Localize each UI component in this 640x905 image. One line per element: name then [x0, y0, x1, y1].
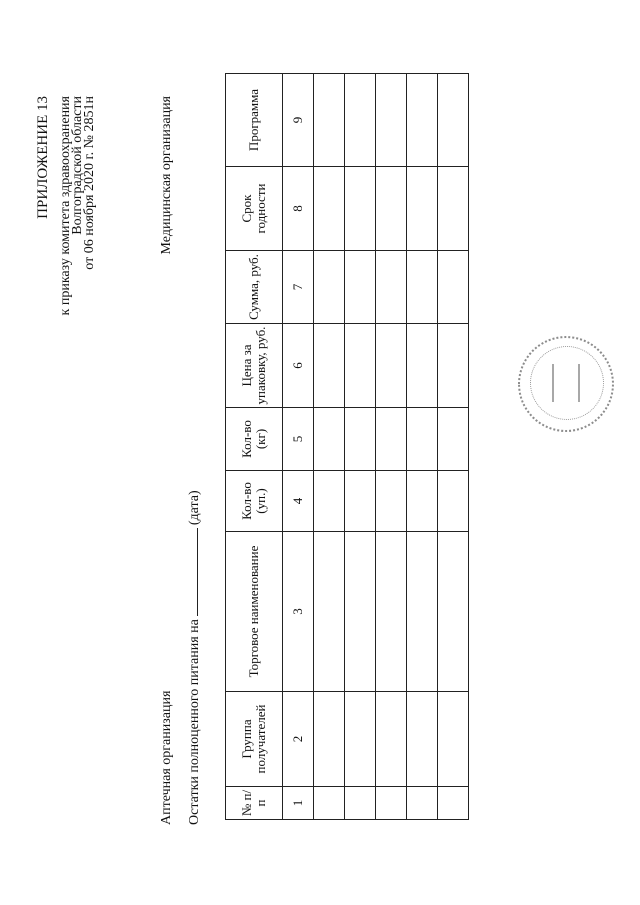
- table-cell: [345, 471, 376, 532]
- table-cell: [407, 532, 438, 692]
- table-row: [438, 74, 469, 820]
- column-header: Сумма, руб.: [226, 251, 283, 324]
- order-reference-line-1: к приказу комитета здравоохранения: [58, 96, 73, 316]
- table-cell: [345, 408, 376, 471]
- table-cell: [407, 692, 438, 787]
- table-cell: [407, 74, 438, 167]
- table-cell: [376, 251, 407, 324]
- table-cell: [314, 74, 345, 167]
- order-reference-line-2: Волгоградской области: [70, 96, 85, 235]
- column-number: 1: [283, 787, 314, 820]
- table-row: [345, 74, 376, 820]
- table-cell: [407, 471, 438, 532]
- pharmacy-organization-label: Аптечная организация: [159, 690, 174, 825]
- table-cell: [345, 692, 376, 787]
- nutrition-remains-table: [225, 73, 469, 820]
- column-header: Срок годности: [226, 167, 283, 251]
- table-cell: [314, 324, 345, 408]
- column-header: Программа: [226, 74, 283, 167]
- table-cell: [314, 167, 345, 251]
- table-cell: [407, 324, 438, 408]
- table-cell: [407, 408, 438, 471]
- column-header: № п/п: [226, 787, 283, 820]
- column-header: Торговое наименование: [226, 532, 283, 692]
- table-cell: [345, 324, 376, 408]
- table-cell: [345, 74, 376, 167]
- table-cell: [438, 324, 469, 408]
- table-cell: [376, 74, 407, 167]
- table-row: [407, 74, 438, 820]
- column-number: 6: [283, 324, 314, 408]
- table-cell: [407, 787, 438, 820]
- table-cell: [376, 787, 407, 820]
- order-reference-line-3: от 06 ноября 2020 г. № 2851н: [82, 96, 97, 270]
- table-cell: [345, 167, 376, 251]
- remains-prefix: Остатки полноценного питания на: [187, 619, 202, 825]
- remains-suffix: (дата): [187, 490, 202, 526]
- column-number: 7: [283, 251, 314, 324]
- official-stamp: [518, 336, 614, 432]
- column-number: 9: [283, 74, 314, 167]
- column-number: 3: [283, 532, 314, 692]
- table-cell: [314, 787, 345, 820]
- table-cell: [376, 692, 407, 787]
- stamp-center-text: [552, 364, 580, 402]
- table-cell: [438, 787, 469, 820]
- column-number-row: [283, 74, 314, 820]
- column-header: Цена за упаковку, руб.: [226, 324, 283, 408]
- table-cell: [438, 251, 469, 324]
- table-cell: [376, 324, 407, 408]
- table-cell: [407, 167, 438, 251]
- table-cell: [438, 408, 469, 471]
- column-header: Кол-во (кг): [226, 408, 283, 471]
- table-cell: [376, 532, 407, 692]
- date-blank-line: [185, 528, 198, 616]
- table-cell: [345, 532, 376, 692]
- remains-date-line: [185, 490, 203, 825]
- table-cell: [314, 532, 345, 692]
- column-number: 4: [283, 471, 314, 532]
- table-cell: [345, 251, 376, 324]
- column-header: Группа получателей: [226, 692, 283, 787]
- table-cell: [314, 251, 345, 324]
- medical-organization-label: Медицинская организация: [159, 96, 174, 255]
- table-row: [314, 74, 345, 820]
- column-header: Кол-во (уп.): [226, 471, 283, 532]
- table-cell: [407, 251, 438, 324]
- table-cell: [438, 167, 469, 251]
- table-cell: [438, 532, 469, 692]
- table-cell: [438, 471, 469, 532]
- table-cell: [438, 692, 469, 787]
- table-cell: [376, 408, 407, 471]
- table-cell: [314, 471, 345, 532]
- table-header-row: [226, 74, 283, 820]
- column-number: 5: [283, 408, 314, 471]
- appendix-title: ПРИЛОЖЕНИЕ 13: [35, 96, 51, 219]
- table-row: [376, 74, 407, 820]
- table-cell: [376, 167, 407, 251]
- column-number: 2: [283, 692, 314, 787]
- column-number: 8: [283, 167, 314, 251]
- table-cell: [314, 692, 345, 787]
- table-cell: [345, 787, 376, 820]
- table-cell: [376, 471, 407, 532]
- table-cell: [438, 74, 469, 167]
- table-cell: [314, 408, 345, 471]
